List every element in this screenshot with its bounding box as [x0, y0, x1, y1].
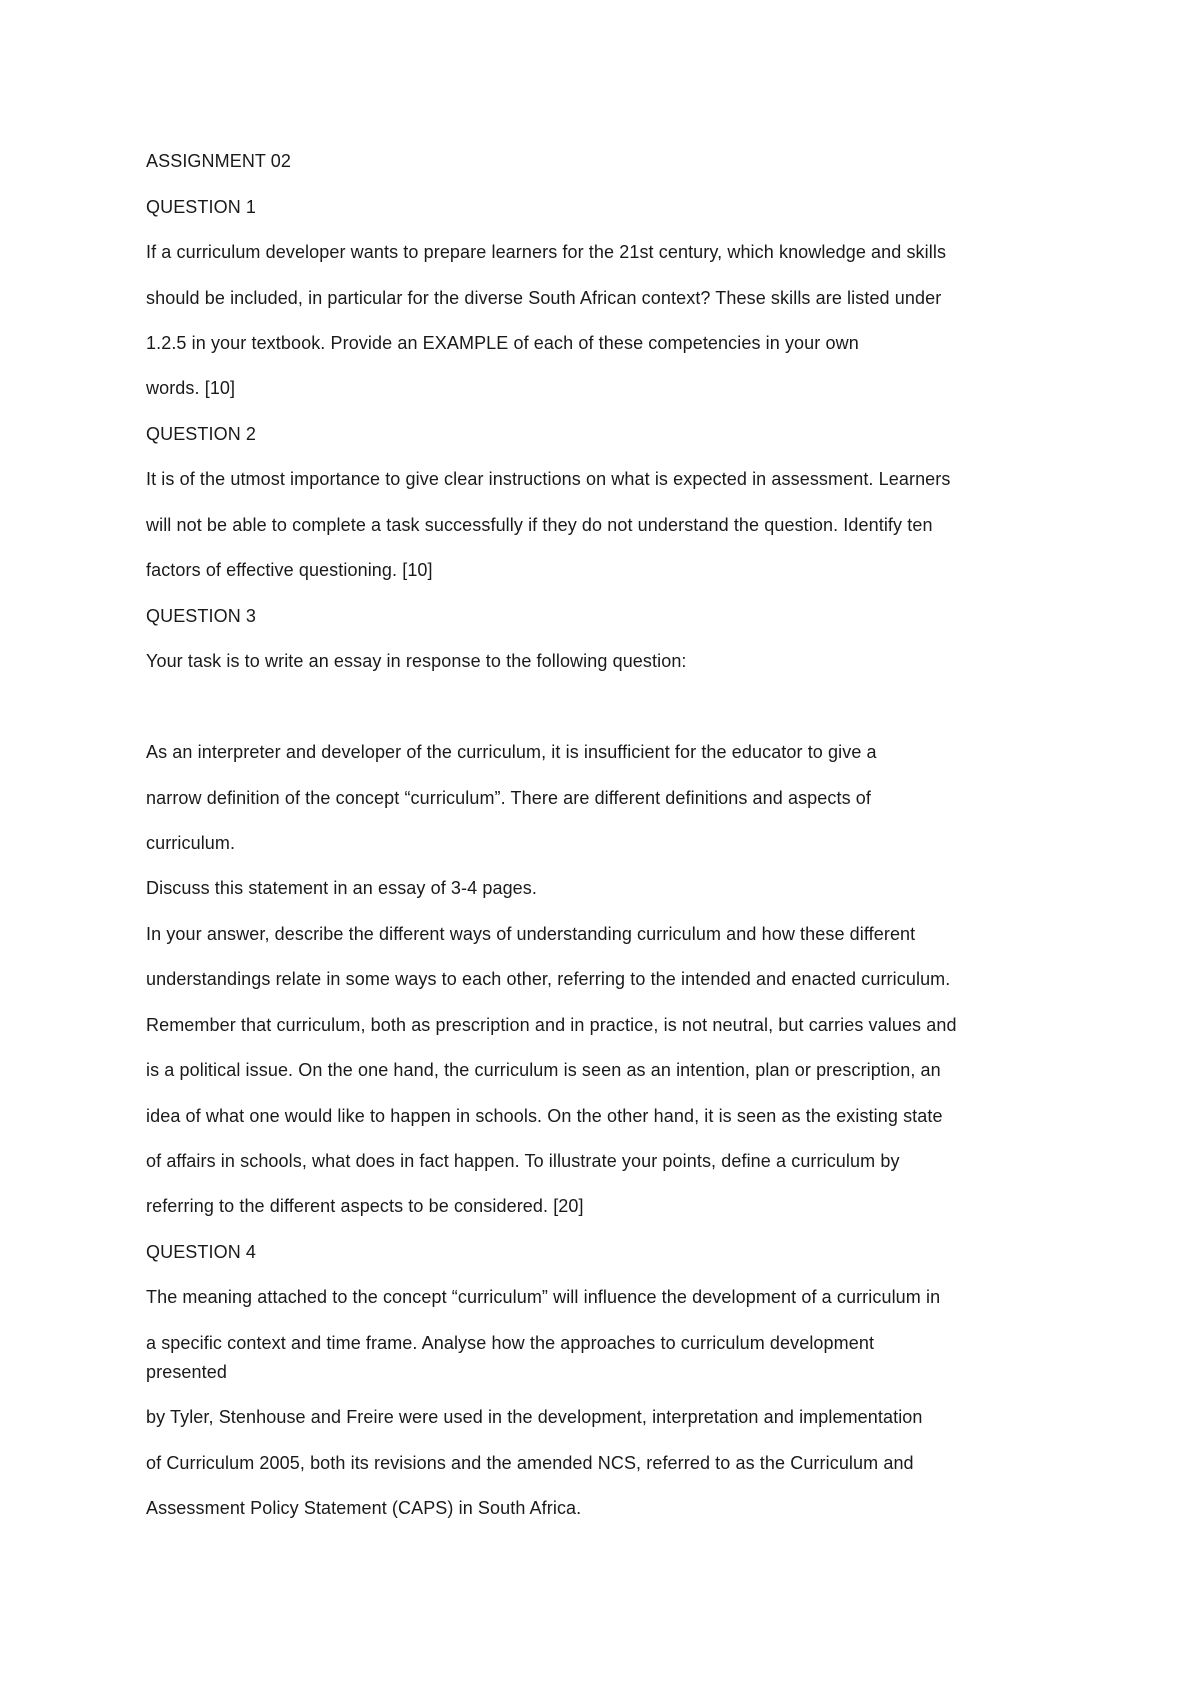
question-3-text-line: Discuss this statement in an essay of 3-4 pages.: [146, 878, 537, 898]
question-4-text-line: presented: [146, 1362, 227, 1382]
question-3-text-line: As an interpreter and developer of the curriculum, it is insufficient for the educator to give a: [146, 742, 877, 762]
question-3-text-line: is a political issue. On the one hand, the curriculum is seen as an intention, plan or prescription, an: [146, 1060, 941, 1080]
question-3-text-line: referring to the different aspects to be considered. [20]: [146, 1196, 584, 1216]
question-1-text-line: If a curriculum developer wants to prepare learners for the 21st century, which knowledge and skills: [146, 242, 947, 262]
question-3-text-line: curriculum.: [146, 833, 236, 853]
question-1-text-line: 1.2.5 in your textbook. Provide an EXAMPLE of each of these competencies in your own: [146, 333, 859, 353]
question-4-heading: QUESTION 4: [146, 1242, 257, 1262]
question-3-heading: QUESTION 3: [146, 606, 257, 626]
question-1-text-line: should be included, in particular for the diverse South African context? These skills are listed under: [146, 288, 942, 308]
question-3-text-line: narrow definition of the concept “curriculum”. There are different definitions and aspects of: [146, 788, 872, 808]
question-1-heading: QUESTION 1: [146, 197, 257, 217]
question-4-text-line: by Tyler, Stenhouse and Freire were used in the development, interpretation and implementation: [146, 1407, 923, 1427]
question-4-text-line: a specific context and time frame. Analyse how the approaches to curriculum development: [146, 1333, 875, 1353]
question-4-text-line: of Curriculum 2005, both its revisions and the amended NCS, referred to as the Curriculum and: [146, 1453, 914, 1473]
question-3-text-line: Your task is to write an essay in response to the following question:: [146, 651, 687, 671]
question-3-text-line: idea of what one would like to happen in schools. On the other hand, it is seen as the existing state: [146, 1106, 943, 1126]
question-3-text-line: understandings relate in some ways to each other, referring to the intended and enacted curriculum.: [146, 969, 951, 989]
question-3-text-line: In your answer, describe the different ways of understanding curriculum and how these different: [146, 924, 916, 944]
question-2-heading: QUESTION 2: [146, 424, 257, 444]
question-3-text-line: of affairs in schools, what does in fact happen. To illustrate your points, define a curriculum by: [146, 1151, 900, 1171]
question-3-text-line: Remember that curriculum, both as prescription and in practice, is not neutral, but carries values and: [146, 1015, 957, 1035]
question-2-text-line: It is of the utmost importance to give clear instructions on what is expected in assessment. Learners: [146, 469, 951, 489]
question-4-text-line: The meaning attached to the concept “curriculum” will influence the development of a curriculum in: [146, 1287, 941, 1307]
question-2-text-line: will not be able to complete a task successfully if they do not understand the question. Identify ten: [146, 515, 933, 535]
question-4-text-line: Assessment Policy Statement (CAPS) in South Africa.: [146, 1498, 582, 1518]
assignment-title: ASSIGNMENT 02: [146, 151, 292, 171]
question-2-text-line: factors of effective questioning. [10]: [146, 560, 433, 580]
question-1-text-line: words. [10]: [146, 378, 236, 398]
